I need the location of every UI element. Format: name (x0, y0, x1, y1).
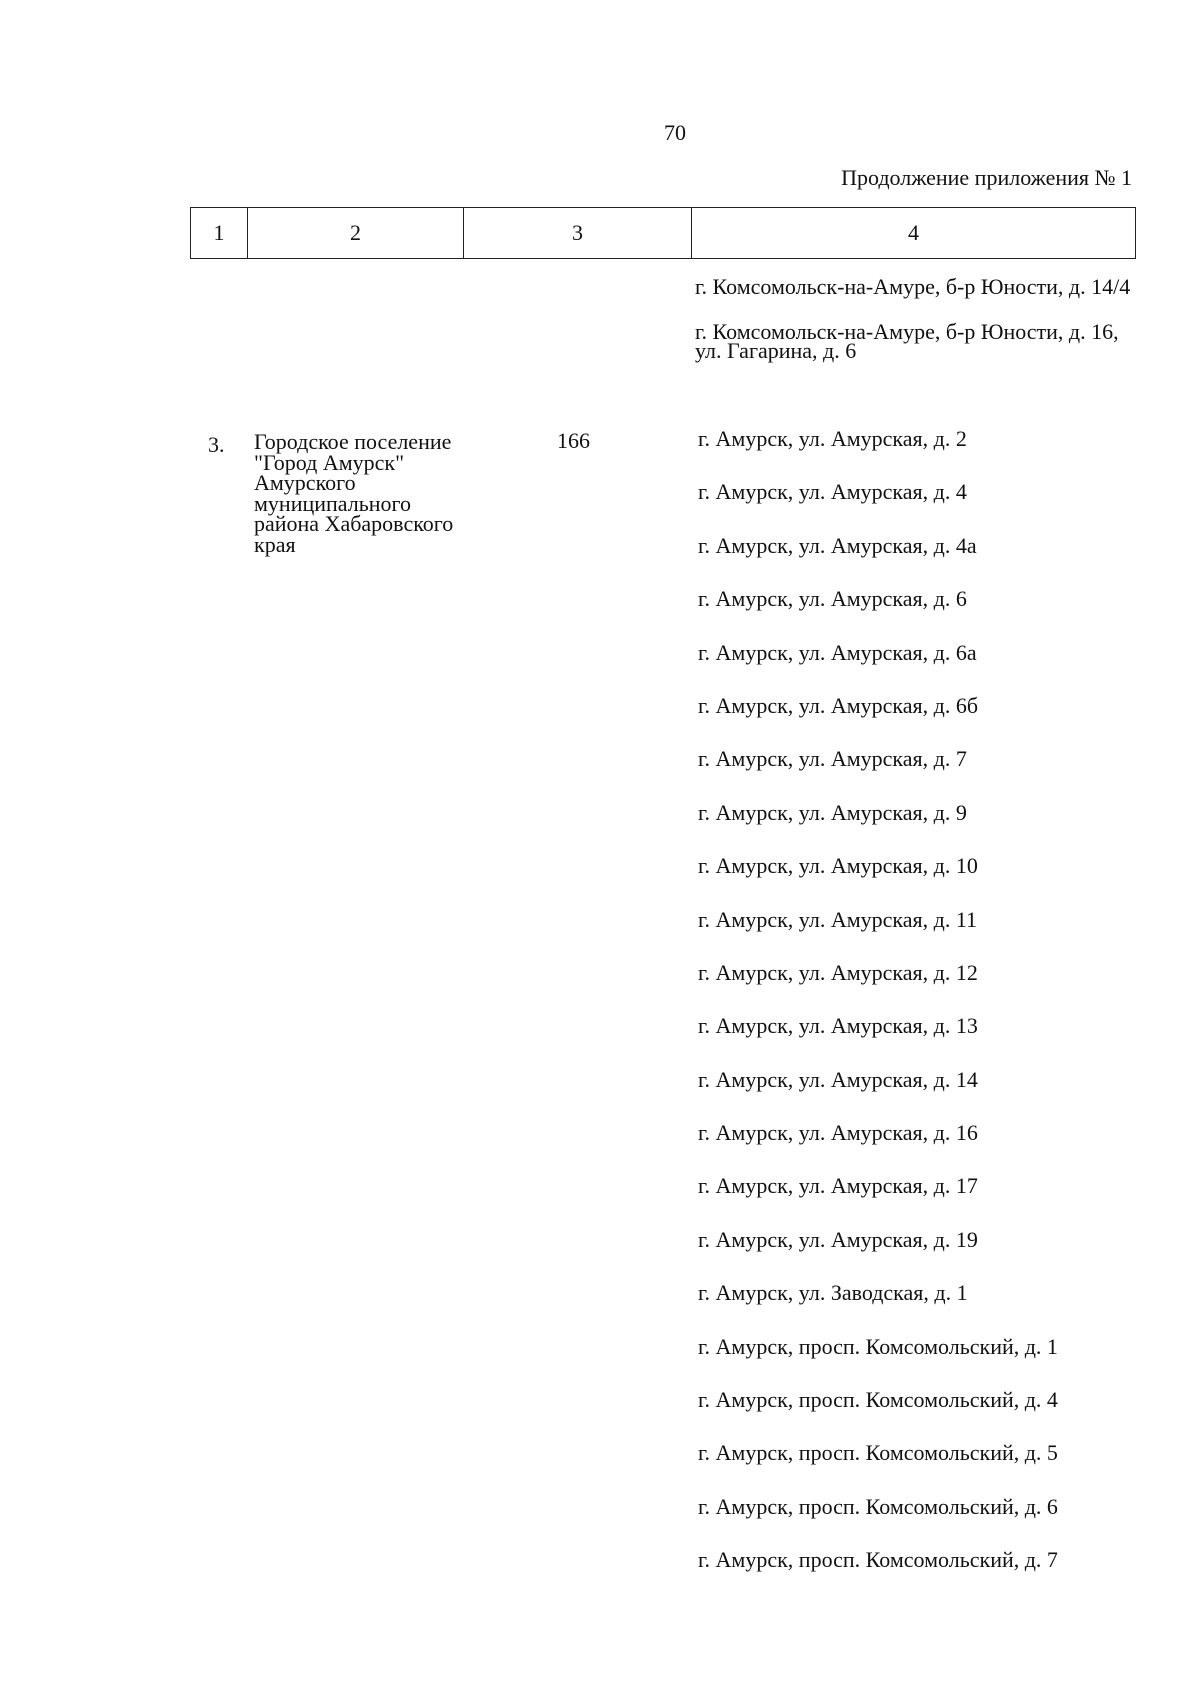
address-item: г. Амурск, ул. Амурская, д. 6б (698, 692, 979, 718)
building-count: 166 (557, 428, 590, 453)
address-item: г. Амурск, ул. Амурская, д. 16 (698, 1120, 978, 1146)
address-item: г. Амурск, ул. Амурская, д. 10 (698, 853, 978, 879)
table-header-cell-2: 2 (248, 208, 464, 258)
address-item: г. Амурск, ул. Заводская, д. 1 (698, 1280, 968, 1306)
address-item: г. Амурск, просп. Комсомольский, д. 1 (698, 1333, 1058, 1359)
address-item: г. Амурск, ул. Амурская, д. 9 (698, 799, 967, 825)
address-item: г. Амурск, просп. Комсомольский, д. 6 (698, 1493, 1058, 1519)
address-item: г. Амурск, ул. Амурская, д. 14 (698, 1066, 978, 1092)
address-list (698, 427, 1138, 1602)
page-number: 70 (664, 120, 686, 145)
address-item: г. Амурск, ул. Амурская, д. 13 (698, 1013, 978, 1039)
address-item: г. Амурск, просп. Комсомольский, д. 4 (698, 1387, 1058, 1413)
table-header-cell-3: 3 (464, 208, 692, 258)
address-item: г. Амурск, ул. Амурская, д. 6 (698, 586, 967, 612)
address-item: г. Амурск, ул. Амурская, д. 17 (698, 1173, 978, 1199)
address-item: г. Амурск, просп. Комсомольский, д. 7 (698, 1547, 1058, 1573)
address-item: г. Амурск, ул. Амурская, д. 11 (698, 906, 978, 932)
address-item: г. Амурск, ул. Амурская, д. 7 (698, 746, 967, 772)
address-item: г. Амурск, ул. Амурская, д. 4а (698, 532, 977, 558)
table-header-cell-4: 4 (908, 220, 919, 245)
address-item: г. Амурск, ул. Амурская, д. 2 (698, 426, 967, 451)
address-item: г. Комсомольск-на-Амуре, б-р Юности, д. 16, ул. Гагарина, д. 6 (695, 319, 1119, 363)
continued-address-list (695, 274, 1135, 386)
appendix-continuation-note: Продолжение приложения № 1 (841, 165, 1132, 190)
address-item: г. Комсомольск-на-Амуре, б-р Юности, д. 14/4 (695, 274, 1131, 299)
table-header-row (190, 207, 1136, 259)
address-item: г. Амурск, ул. Амурская, д. 6а (698, 639, 977, 665)
table-header-cell-1: 1 (191, 208, 248, 258)
municipality-name: Городское поселение "Город Амурск" Амурского муниципального района Хабаровского края (254, 429, 454, 557)
row-number: 3. (208, 432, 225, 457)
address-item: г. Амурск, ул. Амурская, д. 19 (698, 1226, 978, 1252)
address-item: г. Амурск, ул. Амурская, д. 4 (698, 479, 967, 505)
address-item: г. Амурск, ул. Амурская, д. 12 (698, 959, 978, 985)
address-item: г. Амурск, просп. Комсомольский, д. 5 (698, 1440, 1058, 1466)
